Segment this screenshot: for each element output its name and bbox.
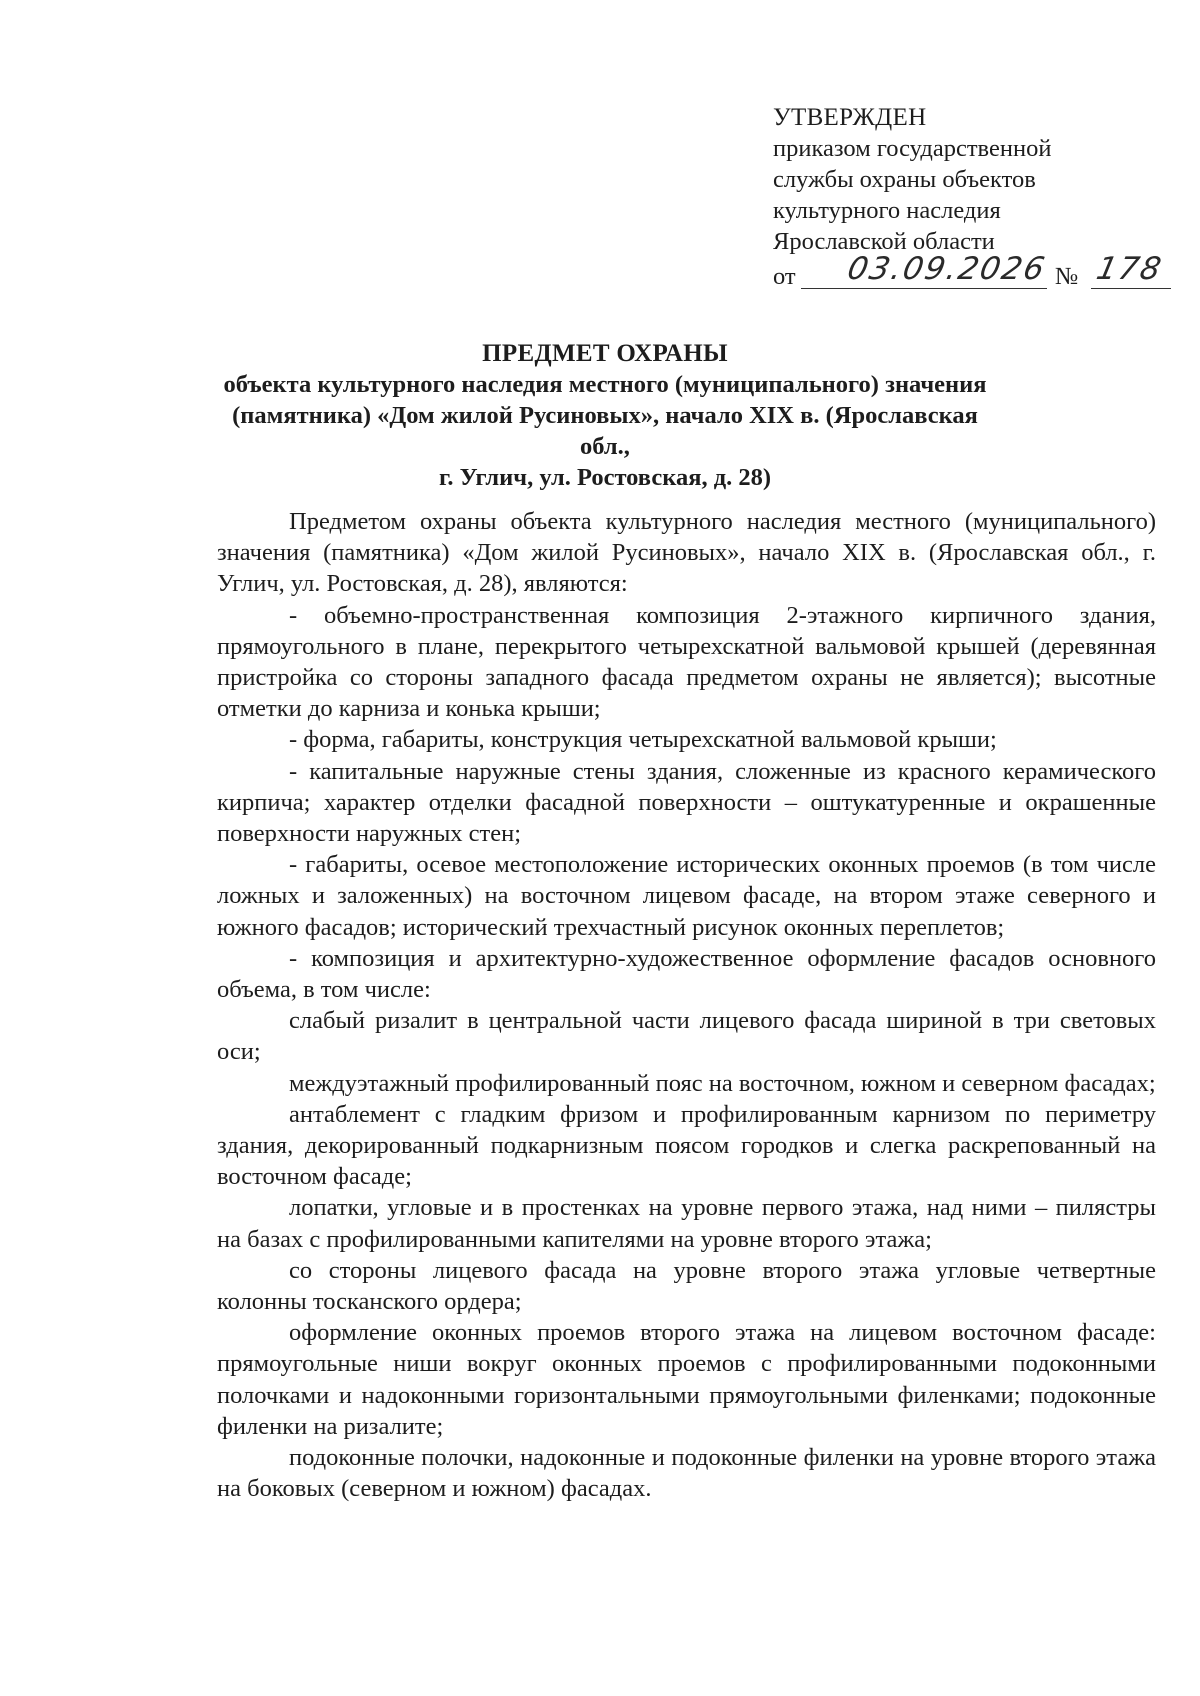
body-paragraph: лопатки, угловые и в простенках на уровне первого этажа, над ними – пилястры на базах с профилированными капителями на уровне второго этажа; <box>217 1194 1156 1253</box>
date-prefix: от <box>773 263 796 290</box>
number-field <box>1091 251 1171 289</box>
body-paragraph: Предметом охраны объекта культурного наследия местного (муниципального) значения (памятника) «Дом жилой Русиновых», начало XIX в. (Ярославская обл., г. Углич, ул. Ростовская, д. 28), являются: <box>217 508 1156 598</box>
body-paragraph: междуэтажный профилированный пояс на восточном, южном и северном фасадах; <box>289 1069 1156 1097</box>
approval-line: Ярославской области <box>773 228 995 255</box>
document-body <box>217 506 1156 1505</box>
body-paragraph: - капитальные наружные стены здания, сложенные из красного керамического кирпича; характер отделки фасадной поверхности – оштукатуренные и окрашенные поверхности наружных стен; <box>217 757 1156 848</box>
body-paragraph: антаблемент с гладким фризом и профилированным карнизом по периметру здания, декорированный подкарнизным поясом городков и слегка раскрепованный на восточном фасаде; <box>217 1100 1156 1191</box>
approval-title: УТВЕРЖДЕН <box>773 104 927 131</box>
body-paragraph: - форма, габариты, конструкция четырехскатной вальмовой крыши; <box>289 726 997 754</box>
number-prefix: № <box>1055 263 1079 290</box>
body-paragraph: подоконные полочки, надоконные и подоконные филенки на уровне второго этажа на боковых (северном и южном) фасадах. <box>217 1444 1156 1503</box>
approval-line: приказом государственной <box>773 135 1052 162</box>
approval-line: культурного наследия <box>773 197 1001 224</box>
body-paragraph: слабый ризалит в центральной части лицевого фасада шириной в три световых оси; <box>217 1007 1156 1066</box>
body-paragraph: со стороны лицевого фасада на уровне второго этажа угловые четвертные колонны тосканского ордера; <box>217 1256 1156 1316</box>
document-title: ПРЕДМЕТ ОХРАНЫ <box>482 340 728 367</box>
approval-line: службы охраны объектов <box>773 166 1036 193</box>
body-paragraph: оформление оконных проемов второго этажа на лицевом восточном фасаде: прямоугольные ниши вокруг оконных проемов с профилированными подоконными полочками и надоконными горизонтальными прямоугольными филенками; подоконные филенки на ризалите; <box>217 1319 1156 1440</box>
handwritten-number: 178 <box>1093 251 1167 287</box>
document-heading <box>205 338 1005 493</box>
body-paragraph: - композиция и архитектурно-художественное оформление фасадов основного объема, в том числе: <box>217 944 1156 1004</box>
order-date-number-row <box>773 251 1167 294</box>
document-subtitle-line: объекта культурного наследия местного (муниципального) значения <box>223 371 987 398</box>
body-paragraph: - габариты, осевое местоположение исторических оконных проемов (в том числе ложных и заложенных) на восточном лицевом фасаде, на втором этаже северного и южного фасадов; исторический трехчастный рисунок оконных переплетов; <box>217 851 1156 941</box>
date-field <box>801 251 1050 289</box>
document-subtitle-line: г. Углич, ул. Ростовская, д. 28) <box>438 464 772 491</box>
approval-block <box>773 102 1167 294</box>
body-paragraph: - объемно-пространственная композиция 2-этажного кирпичного здания, прямоугольного в плане, перекрытого четырехскатной вальмовой крышей (деревянная пристройка со стороны западного фасада предметом охраны не является); высотные отметки до карниза и конька крыши; <box>217 601 1156 723</box>
document-subtitle-line: (памятника) «Дом жилой Русиновых», начало XIX в. (Ярославская обл., <box>232 402 978 460</box>
handwritten-date: 03.09.2026 <box>844 251 1050 287</box>
